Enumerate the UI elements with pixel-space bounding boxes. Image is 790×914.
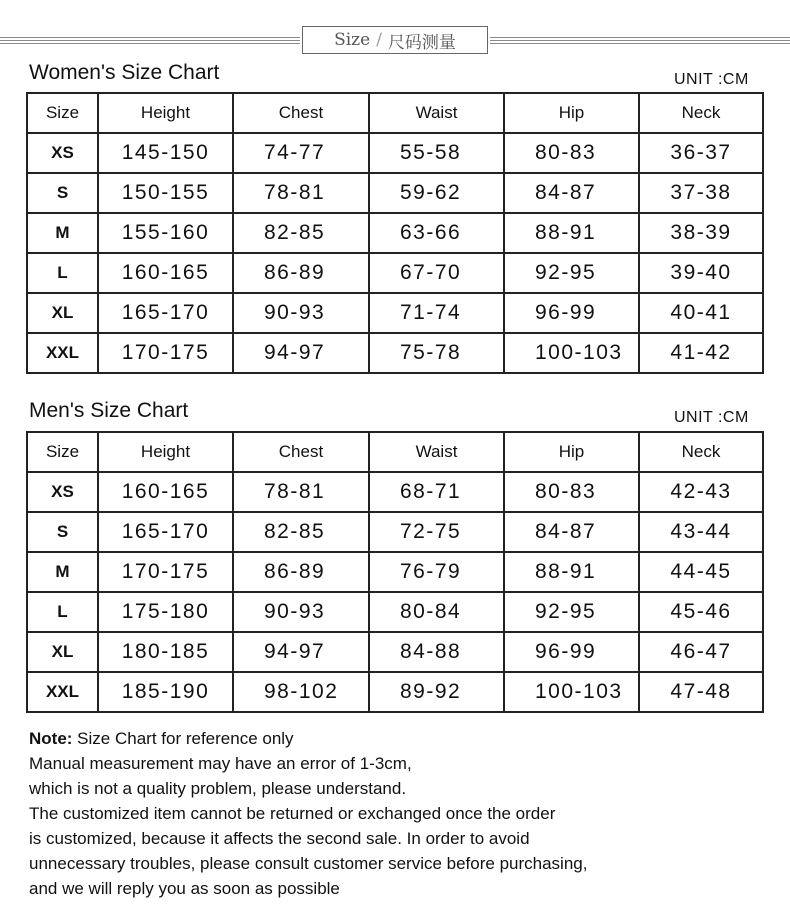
measurement-cell: 41-42 [639,333,763,373]
size-cell: S [27,512,98,552]
note-line: Manual measurement may have an error of 1-3cm, [29,754,412,773]
table-row [27,173,763,213]
measurement-cell: 180-185 [98,632,233,672]
table-row [27,592,763,632]
size-cell: XL [27,632,98,672]
measurement-cell: 170-175 [98,552,233,592]
men-unit-label: UNIT :CM [674,409,749,426]
measurement-cell: 86-89 [233,253,369,293]
measurement-cell: 96-99 [504,293,639,333]
women-unit-label: UNIT :CM [674,71,749,88]
size-cell: M [27,213,98,253]
measurement-cell: 71-74 [369,293,504,333]
measurement-cell: 76-79 [369,552,504,592]
measurement-cell: 90-93 [233,592,369,632]
banner-title-box [302,26,488,54]
measurement-cell: 80-84 [369,592,504,632]
note-line: unnecessary troubles, please consult customer service before purchasing, [29,854,588,873]
measurement-cell: 150-155 [98,173,233,213]
decorative-rule-left [0,36,300,44]
header-banner [0,26,790,54]
column-header: Waist [369,432,504,472]
measurement-cell: 36-37 [639,133,763,173]
measurement-cell: 175-180 [98,592,233,632]
table-row [27,472,763,512]
measurement-cell: 170-175 [98,333,233,373]
measurement-cell: 43-44 [639,512,763,552]
measurement-cell: 80-83 [504,133,639,173]
table-row [27,133,763,173]
size-cell: XXL [27,672,98,712]
measurement-cell: 160-165 [98,472,233,512]
women-chart-title: Women's Size Chart [29,61,220,84]
measurement-cell: 185-190 [98,672,233,712]
column-header: Hip [504,93,639,133]
measurement-cell: 63-66 [369,213,504,253]
measurement-cell: 45-46 [639,592,763,632]
measurement-cell: 39-40 [639,253,763,293]
size-cell: XS [27,133,98,173]
measurement-cell: 94-97 [233,333,369,373]
measurement-cell: 160-165 [98,253,233,293]
column-header: Height [98,432,233,472]
measurement-cell: 42-43 [639,472,763,512]
banner-title-en: Size [334,30,371,50]
measurement-cell: 94-97 [233,632,369,672]
measurement-cell: 59-62 [369,173,504,213]
measurement-cell: 90-93 [233,293,369,333]
measurement-cell: 92-95 [504,253,639,293]
measurement-cell: 38-39 [639,213,763,253]
measurement-cell: 84-88 [369,632,504,672]
table-row [27,293,763,333]
men-size-table [26,431,764,713]
measurement-cell: 155-160 [98,213,233,253]
measurement-cell: 72-75 [369,512,504,552]
measurement-cell: 145-150 [98,133,233,173]
measurement-cell: 46-47 [639,632,763,672]
table-row [27,512,763,552]
table-row [27,672,763,712]
column-header: Height [98,93,233,133]
column-header: Size [27,432,98,472]
column-header: Chest [233,93,369,133]
measurement-cell: 100-103 [504,333,639,373]
measurement-cell: 82-85 [233,213,369,253]
notes-section [29,726,587,901]
banner-separator: / [376,30,382,50]
table-row [27,552,763,592]
header-row [27,93,763,133]
measurement-cell: 78-81 [233,173,369,213]
measurement-cell: 55-58 [369,133,504,173]
measurement-cell: 165-170 [98,512,233,552]
men-chart-title: Men's Size Chart [29,399,189,422]
size-cell: M [27,552,98,592]
column-header: Neck [639,432,763,472]
size-cell: S [27,173,98,213]
note-first-line [29,726,587,751]
note-line: is customized, because it affects the second sale. In order to avoid [29,829,530,848]
column-header: Waist [369,93,504,133]
measurement-cell: 82-85 [233,512,369,552]
column-header: Neck [639,93,763,133]
size-cell: XL [27,293,98,333]
measurement-cell: 40-41 [639,293,763,333]
measurement-cell: 37-38 [639,173,763,213]
measurement-cell: 89-92 [369,672,504,712]
size-cell: L [27,592,98,632]
note-label: Note: [29,729,73,748]
measurement-cell: 88-91 [504,552,639,592]
note-line: and we will reply you as soon as possible [29,879,340,898]
measurement-cell: 92-95 [504,592,639,632]
measurement-cell: 67-70 [369,253,504,293]
column-header: Size [27,93,98,133]
table-row [27,333,763,373]
measurement-cell: 68-71 [369,472,504,512]
header-row [27,432,763,472]
measurement-cell: 96-99 [504,632,639,672]
table-row [27,213,763,253]
measurement-cell: 88-91 [504,213,639,253]
table-row [27,253,763,293]
measurement-cell: 98-102 [233,672,369,712]
note-text: Size Chart for reference only [72,729,294,748]
measurement-cell: 80-83 [504,472,639,512]
size-cell: L [27,253,98,293]
size-cell: XXL [27,333,98,373]
note-line: which is not a quality problem, please understand. [29,779,407,798]
decorative-rule-right [490,36,790,44]
banner-title-cn: 尺码测量 [387,32,456,53]
measurement-cell: 78-81 [233,472,369,512]
measurement-cell: 84-87 [504,512,639,552]
table-row [27,632,763,672]
column-header: Hip [504,432,639,472]
measurement-cell: 44-45 [639,552,763,592]
column-header: Chest [233,432,369,472]
measurement-cell: 75-78 [369,333,504,373]
size-cell: XS [27,472,98,512]
measurement-cell: 165-170 [98,293,233,333]
measurement-cell: 74-77 [233,133,369,173]
measurement-cell: 100-103 [504,672,639,712]
measurement-cell: 47-48 [639,672,763,712]
women-size-table [26,92,764,374]
note-line: The customized item cannot be returned or exchanged once the order [29,804,556,823]
measurement-cell: 84-87 [504,173,639,213]
measurement-cell: 86-89 [233,552,369,592]
